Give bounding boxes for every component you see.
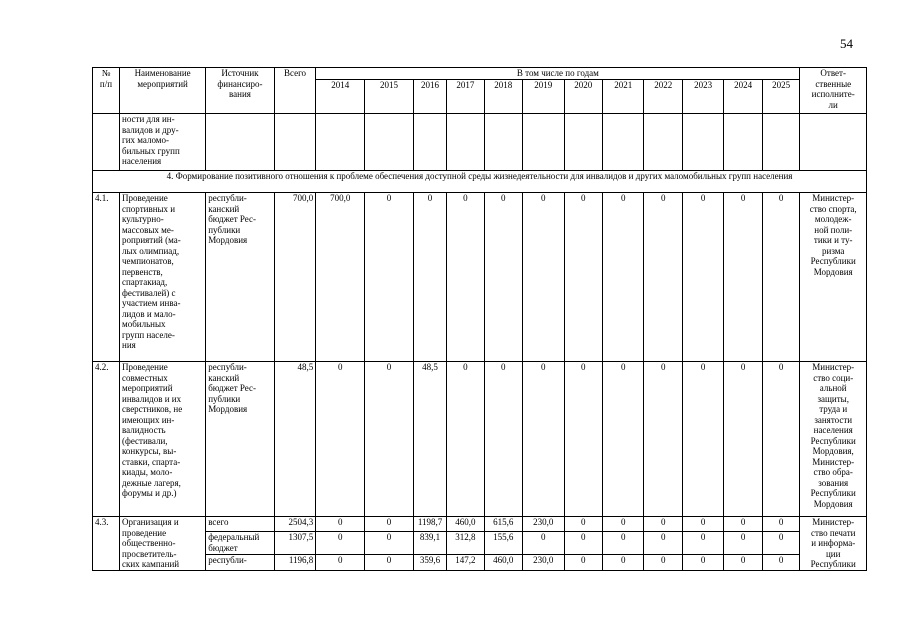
row-value: 0 bbox=[447, 193, 484, 362]
row-source: республи- канский бюджет Рес- публики Мордовия bbox=[206, 193, 275, 362]
row-total: 1196,8 bbox=[274, 555, 316, 571]
row-value: 0 bbox=[365, 555, 414, 571]
continuation-row bbox=[93, 114, 867, 171]
row-value: 0 bbox=[484, 193, 522, 362]
row-total: 48,5 bbox=[274, 362, 316, 517]
row-num: 4.3. bbox=[93, 517, 120, 571]
row-source: всего bbox=[206, 517, 275, 532]
row-value: 0 bbox=[564, 555, 602, 571]
header-source: Источник финансиро- вания bbox=[206, 68, 275, 114]
row-value: 0 bbox=[682, 517, 724, 532]
row-value: 0 bbox=[644, 517, 682, 532]
row-responsible: Министер- ство спорта, молодеж- ной поли- тики и ту- ризма Республики Мордовия bbox=[800, 193, 867, 362]
row-name: Проведение спортивных и культурно- массовых ме- роприятий (ма- лых олимпиад, чемпионатов, первенств, спартакиад, фестивалей) с участием инва- лидов и мало- мобильных групп населе- ния bbox=[120, 193, 206, 362]
row-value: 0 bbox=[724, 517, 762, 532]
row-value: 0 bbox=[316, 517, 365, 532]
header-year: 2016 bbox=[413, 80, 446, 114]
section-row bbox=[93, 171, 867, 193]
row-value: 0 bbox=[724, 532, 762, 555]
row-value: 839,1 bbox=[413, 532, 446, 555]
row-value: 0 bbox=[564, 362, 602, 517]
table-row bbox=[93, 517, 867, 532]
row-total: 1307,5 bbox=[274, 532, 316, 555]
table-row bbox=[93, 362, 867, 517]
row-value: 0 bbox=[682, 362, 724, 517]
row-responsible: Министер- ство соци- альной защиты, труда и занятости населения Республики Мордовия, Министер- ство обра- зования Республики Мордовия bbox=[800, 362, 867, 517]
row-value: 0 bbox=[522, 193, 564, 362]
row-value: 0 bbox=[762, 517, 800, 532]
header-year: 2021 bbox=[602, 80, 644, 114]
row-value: 0 bbox=[365, 517, 414, 532]
row-value: 0 bbox=[413, 193, 446, 362]
row-source: федеральный бюджет bbox=[206, 532, 275, 555]
row-value: 312,8 bbox=[447, 532, 484, 555]
row-value: 0 bbox=[682, 193, 724, 362]
row-responsible: Министер- ство печати и информа- ции Республики bbox=[800, 517, 867, 571]
row-value: 0 bbox=[365, 532, 414, 555]
header-year: 2014 bbox=[316, 80, 365, 114]
row-value: 230,0 bbox=[522, 517, 564, 532]
row-value: 0 bbox=[447, 362, 484, 517]
row-value: 0 bbox=[602, 362, 644, 517]
row-value: 0 bbox=[602, 532, 644, 555]
row-value: 0 bbox=[682, 532, 724, 555]
row-value: 0 bbox=[762, 555, 800, 571]
header-year: 2022 bbox=[644, 80, 682, 114]
header-year: 2018 bbox=[484, 80, 522, 114]
row-value: 0 bbox=[602, 193, 644, 362]
table-row bbox=[93, 555, 867, 571]
header-year: 2020 bbox=[564, 80, 602, 114]
row-value: 0 bbox=[316, 362, 365, 517]
table-row bbox=[93, 532, 867, 555]
header-row-1 bbox=[93, 68, 867, 80]
row-value: 460,0 bbox=[447, 517, 484, 532]
row-value: 0 bbox=[602, 517, 644, 532]
row-value: 615,6 bbox=[484, 517, 522, 532]
program-table bbox=[92, 67, 867, 571]
row-name: Организация и проведение общественно- просветитель- ских кампаний bbox=[120, 517, 206, 571]
row-value: 0 bbox=[644, 362, 682, 517]
row-name: Проведение совместных мероприятий инвалидов и их сверстников, не имеющих ин- валидность (фестивали, конкурсы, вы- ставки, спарта- киады, моло- дежные лагеря, форумы и др.) bbox=[120, 362, 206, 517]
row-value: 0 bbox=[564, 532, 602, 555]
row-value: 1198,7 bbox=[413, 517, 446, 532]
row-value: 0 bbox=[682, 555, 724, 571]
row-total: 700,0 bbox=[274, 193, 316, 362]
header-year: 2019 bbox=[522, 80, 564, 114]
row-value: 0 bbox=[724, 555, 762, 571]
row-value: 0 bbox=[484, 362, 522, 517]
table-row bbox=[93, 193, 867, 362]
header-responsible: Ответ- ственные исполните- ли bbox=[800, 68, 867, 114]
row-value: 0 bbox=[724, 193, 762, 362]
row-value: 0 bbox=[762, 193, 800, 362]
row-value: 0 bbox=[522, 532, 564, 555]
row-value: 147,2 bbox=[447, 555, 484, 571]
continuation-text: ности для ин- валидов и дру- гих маломо- бильных групп населения bbox=[120, 114, 206, 171]
row-value: 0 bbox=[564, 193, 602, 362]
row-num: 4.2. bbox=[93, 362, 120, 517]
row-value: 0 bbox=[644, 532, 682, 555]
row-source: республи- канский бюджет Рес- публики Мордовия bbox=[206, 362, 275, 517]
row-value: 700,0 bbox=[316, 193, 365, 362]
row-value: 359,6 bbox=[413, 555, 446, 571]
row-value: 0 bbox=[564, 517, 602, 532]
row-value: 0 bbox=[644, 193, 682, 362]
row-num: 4.1. bbox=[93, 193, 120, 362]
header-name: Наименование мероприятий bbox=[120, 68, 206, 114]
row-total: 2504,3 bbox=[274, 517, 316, 532]
row-value: 230,0 bbox=[522, 555, 564, 571]
row-value: 460,0 bbox=[484, 555, 522, 571]
row-value: 0 bbox=[762, 362, 800, 517]
header-year: 2025 bbox=[762, 80, 800, 114]
header-year: 2024 bbox=[724, 80, 762, 114]
row-value: 0 bbox=[522, 362, 564, 517]
row-value: 0 bbox=[316, 555, 365, 571]
row-value: 0 bbox=[762, 532, 800, 555]
row-value: 0 bbox=[602, 555, 644, 571]
header-by-years: В том числе по годам bbox=[316, 68, 800, 80]
row-value: 48,5 bbox=[413, 362, 446, 517]
header-year: 2015 bbox=[365, 80, 414, 114]
header-total: Всего bbox=[274, 68, 316, 114]
header-num: № п/п bbox=[93, 68, 120, 114]
row-value: 0 bbox=[724, 362, 762, 517]
section-title: 4. Формирование позитивного отношения к проблеме обеспечения доступной среды жизнедеятельности для инвалидов и других маломобильных групп населения bbox=[93, 171, 867, 193]
header-year: 2023 bbox=[682, 80, 724, 114]
page-number: 54 bbox=[840, 36, 853, 51]
row-value: 0 bbox=[316, 532, 365, 555]
row-value: 0 bbox=[365, 362, 414, 517]
row-value: 0 bbox=[365, 193, 414, 362]
row-source: республи- bbox=[206, 555, 275, 571]
row-value: 155,6 bbox=[484, 532, 522, 555]
header-year: 2017 bbox=[447, 80, 484, 114]
row-value: 0 bbox=[644, 555, 682, 571]
